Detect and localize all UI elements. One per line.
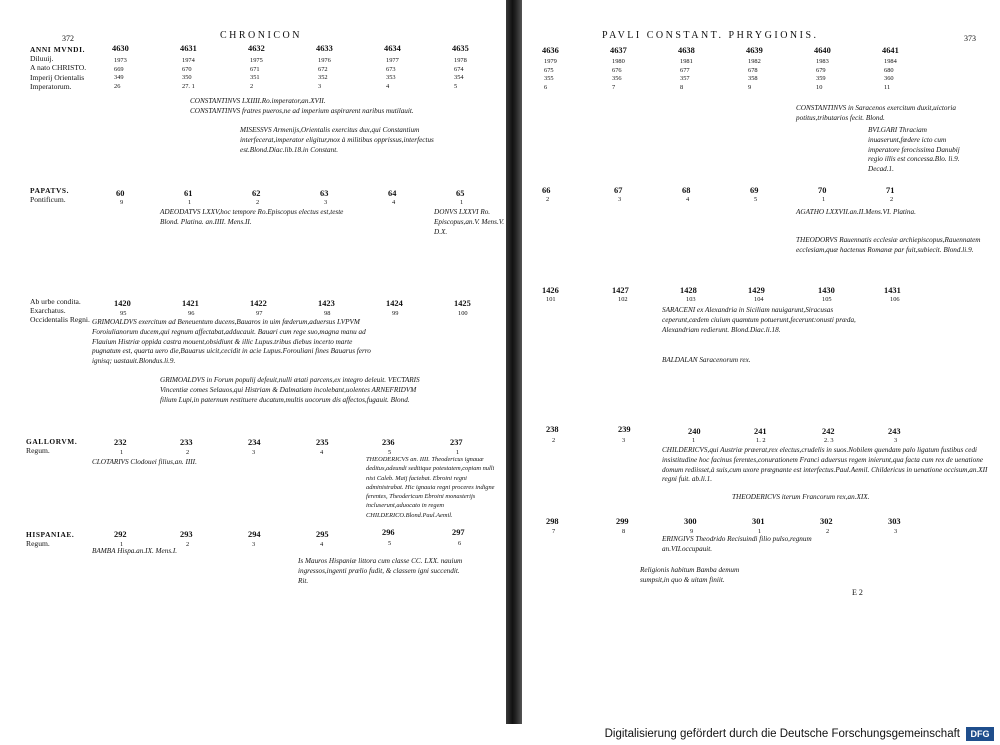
row-label-gallorum: GALLORVM. Regum. [26, 437, 78, 456]
year-cell: 293 [180, 530, 193, 539]
subvalue: 3 [894, 528, 898, 535]
year-cell: 302 [820, 517, 833, 526]
year-cell: 67 [614, 186, 623, 195]
note-constantinus: CONSTANTINVS in Saracenos exercitum duxit,uictoria potitus,tributarios fecit. Blond. [796, 104, 956, 122]
year-cell: 4637 [610, 46, 627, 55]
year-cell: 1427 [612, 286, 629, 295]
subvalue: 2 [546, 196, 550, 203]
subvalue: 9 [120, 199, 124, 206]
subvalue: 1 [188, 199, 192, 206]
subvalue: 2 [890, 196, 894, 203]
year-cell: 4640 [814, 46, 831, 55]
year-cell: 1421 [182, 299, 199, 308]
right-page [522, 0, 1000, 724]
year-cell: 300 [684, 517, 697, 526]
subvalue: 3 [252, 449, 256, 456]
value-col: 1984 680 360 11 [884, 58, 897, 91]
year-cell: 234 [248, 438, 261, 447]
page-number: 372 [62, 34, 74, 43]
subvalue: 4 [686, 196, 690, 203]
year-cell: 301 [752, 517, 765, 526]
subvalue: 101 [546, 296, 556, 303]
year-cell: 4638 [678, 46, 695, 55]
year-cell: 61 [184, 189, 193, 198]
year-cell: 1420 [114, 299, 131, 308]
subvalue: 98 [324, 310, 331, 317]
year-cell: 1424 [386, 299, 403, 308]
year-cell: 66 [542, 186, 551, 195]
page-number: 373 [964, 34, 976, 43]
year-cell: 297 [452, 528, 465, 537]
note-bamba: Religionis habitum Bamba demum sumpsit,in quo & uitam finiit. [640, 566, 740, 584]
subvalue: 2 [552, 437, 556, 444]
note-donus: DONVS LXXVI Ro. Episcopus,an.V. Mens.V. D.X. [434, 208, 505, 236]
subvalue: 1 [460, 199, 464, 206]
subvalue: 4 [320, 449, 324, 456]
subvalue: 1 [758, 528, 762, 535]
year-cell: 69 [750, 186, 759, 195]
row-label-mundi: ANNI MVNDI. Diluuij. A nato CHRISTO. Imperij Orientalis Imperatorum. [30, 45, 87, 91]
note-erincivs: ERINGIVS Theodrido Recisuindi filio pulso,regnum an.VII.occupauit. [662, 535, 812, 553]
year-cell: 1430 [818, 286, 835, 295]
subvalue: 8 [622, 528, 626, 535]
year-cell: 63 [320, 189, 329, 198]
subvalue: 1. 2 [756, 437, 766, 444]
value-col: 1979 675 355 6 [544, 58, 557, 91]
year-cell: 237 [450, 438, 463, 447]
year-cell: 233 [180, 438, 193, 447]
year-cell: 4633 [316, 44, 333, 53]
subvalue: 1 [692, 437, 696, 444]
note-theodorus: THEODORVS Rauennatis ecclesiæ archiepiscopus,Rauennatem ecclesiam,quæ hactenus Romanæ par fuit,subiecit. Blond.li.9. [796, 236, 981, 254]
year-cell: 4634 [384, 44, 401, 53]
value-col: 1975 671 351 2 [250, 57, 263, 90]
note-bamba: BAMBA Hispa.an.IX. Mens.I. [92, 547, 178, 555]
subvalue: 2 [186, 449, 190, 456]
year-cell: 4631 [180, 44, 197, 53]
subvalue: 3 [252, 541, 256, 548]
note-saraceni: SARACENI ex Alexandria in Siciliam nauigarunt,Siracusas ceperunt,cædem ciuium quamtum potuerunt,fecerunt:onusti præda, Alexandriam redierunt. Blond.Diac.li.18. [662, 306, 856, 334]
subvalue: 4 [392, 199, 396, 206]
note-constantinus: CONSTANTINVS LXIIII.Ro.imperator,an.XVII. [190, 97, 326, 105]
row-label-urbe: Ab urbe condita. Exarchatus. Occidentalis Regni. [30, 297, 90, 325]
year-cell: 240 [688, 427, 701, 436]
value-col: 1978 674 354 5 [454, 57, 467, 90]
subvalue: 105 [822, 296, 832, 303]
subvalue: 3 [618, 196, 622, 203]
subvalue: 96 [188, 310, 195, 317]
subvalue: 100 [458, 310, 468, 317]
running-head: CHRONICON [220, 30, 302, 41]
note-theodericus: THEODERICVS an. IIII. Theodericus ignauæ deditus,adeundi seditique potestatem,copiam nulli nisi Caleb. Maij faciebat. Ebroini regni administrabat. Hic ignauia regni proceres indigne ferentes, Theodericum Ebroini monasterijs incluserunt,aduocato in regem CHILDERICO.Blond.Paul.Aemil. [366, 456, 495, 519]
value-col: 1974 670 350 27. 1 [182, 57, 195, 90]
note-grimoaldus: GRIMOALDVS exercitum ad Beneuentum ducens,Bauaros in uim fœderum,aduersus LVPVM Foroiulianorum ducem,qui regnum affectabat,adducauit. Bauari cum rege suo,magna manu ad Flauium Histriæ oppida castra mouent,obsidiunt & illic Lupus.tribus diebus incerto marte pugnatum est, quarta uero die,Bauarus uicit,cecidit in acie Lupus.Forouliani fines Bauarus ferro ignisq; uastauit.Blondus.li.9. [92, 318, 371, 366]
note-childericus: CHILDERICVS,qui Austriæ præerat,rex electus,crudelis in suos.Nobilem quendam palo ligatum fustibus cedi insistitudine hoc facinus ferentes,conurationem Franci aduersus regem inierunt,qua facta cum rex de uenatione domum rediisset,à suis,cum uxore prægnante est interfectus.Paul.Aemil. Childericus in uenatione occisum,an.XII regni fuit. ab.li.1. [662, 446, 988, 484]
year-cell: 299 [616, 517, 629, 526]
subvalue: 2 [256, 199, 260, 206]
value-col: 1973 669 349 26 [114, 57, 127, 90]
dfg-logo: DFG [966, 727, 994, 741]
subvalue: 104 [754, 296, 764, 303]
year-cell: 292 [114, 530, 127, 539]
year-cell: 68 [682, 186, 691, 195]
book-gutter [506, 0, 522, 724]
subvalue: 103 [686, 296, 696, 303]
subvalue: 4 [320, 541, 324, 548]
credit-bar [0, 724, 1000, 745]
note-constantinus-2: CONSTANTINVS fratres pueros,ne ad imperium aspirarent naribus mutilauit. [190, 107, 414, 115]
year-cell: 296 [382, 528, 395, 537]
year-cell: 239 [618, 425, 631, 434]
year-cell: 1428 [680, 286, 697, 295]
note-mauros: Is Mauros Hispaniæ littora cum classe CC. LXX. nauium ingressos,ingenti prælio fudit, & classem igni succendit. Rit. [298, 557, 463, 585]
subvalue: 5 [388, 540, 392, 547]
year-cell: 71 [886, 186, 895, 195]
signature-mark: E 2 [852, 588, 863, 597]
subvalue: 2 [186, 541, 190, 548]
year-cell: 1431 [884, 286, 901, 295]
subvalue: 106 [890, 296, 900, 303]
year-cell: 238 [546, 425, 559, 434]
value-col: 1981 677 357 8 [680, 58, 693, 91]
year-cell: 298 [546, 517, 559, 526]
year-cell: 4636 [542, 46, 559, 55]
year-cell: 4639 [746, 46, 763, 55]
year-cell: 242 [822, 427, 835, 436]
year-cell: 294 [248, 530, 261, 539]
year-cell: 70 [818, 186, 827, 195]
subvalue: 102 [618, 296, 628, 303]
year-cell: 60 [116, 189, 125, 198]
note-grimoaldus-2: GRIMOALDVS in Forum populij defeuit,nulli ætati parcens,ex integro deleuit. VECTARIS Vincentiæ comes Selauos,qui Histriam & Dalmatiam incolebant,uolentes ARNEFRIDVM filium Lupi,in paternum restituere ducatum,multis uocorum dis affectos,fugauit. Blond. [160, 376, 420, 404]
subvalue: 3 [324, 199, 328, 206]
year-cell: 303 [888, 517, 901, 526]
value-col: 1983 679 359 10 [816, 58, 829, 91]
year-cell: 65 [456, 189, 465, 198]
note-adeodatus: ADEODATVS LXXV,hoc tempore Ro.Episcopus electus est,teste Blond. Platina. an.IIII. Mens.II. [160, 208, 344, 226]
year-cell: 1425 [454, 299, 471, 308]
subvalue: 7 [552, 528, 556, 535]
note-theodericus: THEODERICVS iterum Francorum rex,an.XIX. [732, 493, 870, 501]
running-head: PAVLI CONSTANT. PHRYGIONIS. [602, 30, 819, 41]
year-cell: 241 [754, 427, 767, 436]
year-cell: 1422 [250, 299, 267, 308]
year-cell: 4635 [452, 44, 469, 53]
value-col: 1982 678 358 9 [748, 58, 761, 91]
subvalue: 5 [388, 449, 392, 456]
credit-text: Digitalisierung gefördert durch die Deutsche Forschungsgemeinschaft [604, 728, 960, 740]
year-cell: 235 [316, 438, 329, 447]
note-bulgari: BVLGARI Thraciam inuaserunt,fœdere icto cum imperatore ferocissima Danubij regio illis est concessa.Blo. li.9. Decad.1. [868, 126, 960, 174]
subvalue: 1 [456, 449, 460, 456]
year-cell: 64 [388, 189, 397, 198]
subvalue: 1 [120, 541, 124, 548]
subvalue: 3 [894, 437, 898, 444]
year-cell: 4630 [112, 44, 129, 53]
row-label-hispaniae: HISPANIAE. Regum. [26, 530, 75, 549]
subvalue: 99 [392, 310, 399, 317]
year-cell: 236 [382, 438, 395, 447]
year-cell: 1426 [542, 286, 559, 295]
subvalue: 95 [120, 310, 127, 317]
value-col: 1977 673 353 4 [386, 57, 399, 90]
note-baldalan: BALDALAN Saracenorum rex. [662, 356, 751, 364]
subvalue: 1 [822, 196, 826, 203]
row-label-papatus: PAPATVS. Pontificum. [30, 186, 70, 205]
value-col: 1976 672 352 3 [318, 57, 331, 90]
note-clotarius: CLOTARIVS Clodouei filius,an. IIII. [92, 458, 197, 466]
subvalue: 3 [622, 437, 626, 444]
year-cell: 1429 [748, 286, 765, 295]
year-cell: 1423 [318, 299, 335, 308]
subvalue: 2. 3 [824, 437, 834, 444]
subvalue: 2 [826, 528, 830, 535]
subvalue: 9 [690, 528, 694, 535]
year-cell: 62 [252, 189, 261, 198]
value-col: 1980 676 356 7 [612, 58, 625, 91]
year-cell: 243 [888, 427, 901, 436]
year-cell: 295 [316, 530, 329, 539]
subvalue: 97 [256, 310, 263, 317]
year-cell: 232 [114, 438, 127, 447]
subvalue: 6 [458, 540, 462, 547]
note-mizezius: MISESSVS Armenijs,Orientalis exercitus dux,qui Constantium interfecerat,imperator eligitur,mox à militibus opprissus,interfectus est.Blond.Diac.lib.18.in Constant. [240, 126, 434, 154]
left-page [0, 0, 506, 724]
subvalue: 5 [754, 196, 758, 203]
subvalue: 1 [120, 449, 124, 456]
note-agatho: AGATHO LXXVII.an.II.Mens.VI. Platina. [796, 208, 916, 216]
year-cell: 4641 [882, 46, 899, 55]
year-cell: 4632 [248, 44, 265, 53]
